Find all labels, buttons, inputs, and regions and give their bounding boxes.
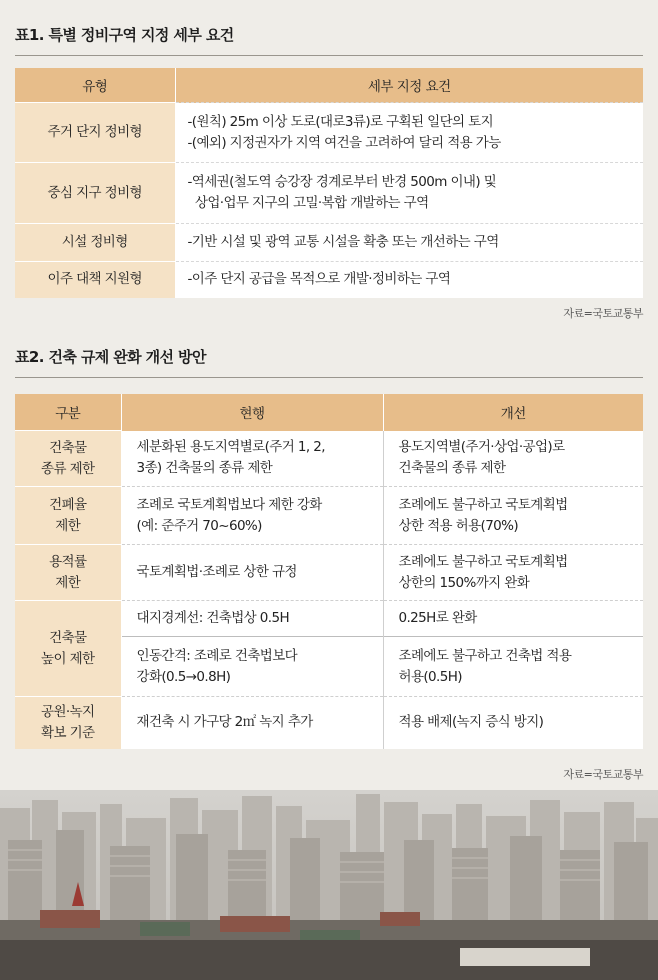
category-line: 높이 제한 — [41, 650, 95, 667]
table2-header-current: 현행 — [121, 394, 383, 431]
table2-header-category: 구분 — [15, 394, 121, 431]
table2-source: 자료=국토교통부 — [563, 768, 643, 781]
table1-header-requirement: 세부 지정 요건 — [175, 68, 643, 103]
table-row — [15, 103, 643, 163]
improved-cell — [383, 487, 643, 545]
current-cell — [121, 601, 383, 637]
table-row — [15, 262, 643, 298]
city-skyline-photo — [0, 790, 658, 980]
current-line: 조례로 국토계획법보다 제한 강화 — [136, 496, 322, 513]
improved-line: 적용 배제(녹지 증식 방지) — [398, 714, 544, 731]
improved-line: 건축물의 종류 제한 — [398, 460, 506, 477]
requirement-cell — [175, 163, 643, 224]
improved-cell — [383, 697, 643, 749]
category-line: 종류 제한 — [41, 460, 95, 477]
category-line: 공원·녹지 — [41, 703, 95, 720]
category-line: 건축물 — [49, 629, 87, 646]
improved-line: 조례에도 불구하고 건축법 적용 — [398, 647, 572, 664]
type-cell: 이주 대책 지원형 — [15, 262, 175, 298]
improved-cell — [383, 431, 643, 487]
table2-header-improved: 개선 — [383, 394, 643, 431]
category-line: 확보 기준 — [41, 724, 95, 741]
current-cell — [121, 545, 383, 601]
improved-line: 조례에도 불구하고 국토계획법 — [398, 496, 568, 513]
current-line: 세분화된 용도지역별로(주거 1, 2, — [136, 439, 325, 456]
improved-cell — [383, 601, 643, 637]
improved-cell — [383, 637, 643, 697]
type-cell: 중심 지구 정비형 — [15, 163, 175, 224]
current-line: (예: 준주거 70~60%) — [136, 517, 262, 534]
table1-source: 자료=국토교통부 — [563, 307, 643, 320]
table2-rule — [15, 377, 643, 378]
requirement-cell — [175, 262, 643, 298]
category-cell — [15, 601, 121, 697]
improved-line: 0.25H로 완화 — [398, 610, 477, 626]
category-cell — [15, 545, 121, 601]
category-cell — [15, 697, 121, 749]
current-cell — [121, 431, 383, 487]
requirement-cell — [175, 224, 643, 262]
category-cell — [15, 431, 121, 487]
table1-rule — [15, 55, 643, 56]
current-line: 대지경계선: 건축법상 0.5H — [136, 610, 290, 626]
category-line: 용적률 — [49, 553, 87, 570]
requirement-line: -(원칙) 25m 이상 도로(대로3류)로 구획된 일단의 토지 — [187, 113, 494, 130]
requirement-line: -기반 시설 및 광역 교통 시설을 확충 또는 개선하는 구역 — [187, 234, 499, 250]
requirement-line: -이주 단지 공급을 목적으로 개발·정비하는 구역 — [187, 271, 451, 288]
current-line: 인동간격: 조례로 건축법보다 — [136, 647, 298, 664]
improved-line: 허용(0.5H) — [398, 668, 462, 685]
table-row — [15, 697, 643, 749]
requirement-line: 상업·업무 지구의 고밀·복합 개발하는 구역 — [187, 195, 429, 211]
table-row — [15, 431, 643, 487]
current-line: 재건축 시 가구당 2㎡ 녹지 추가 — [136, 714, 313, 731]
category-line: 건축물 — [49, 439, 87, 456]
current-cell — [121, 487, 383, 545]
table2-title: 표2. 건축 규제 완화 개선 방안 — [15, 348, 206, 366]
type-cell: 주거 단지 정비형 — [15, 103, 175, 163]
current-cell — [121, 697, 383, 749]
current-line: 강화(0.5→0.8H) — [136, 668, 231, 685]
table-row — [15, 545, 643, 601]
requirement-line: -역세권(철도역 승강장 경계로부터 반경 500m 이내) 및 — [187, 174, 497, 190]
table1 — [15, 68, 643, 298]
table2-header-row — [15, 394, 643, 431]
table1-title: 표1. 특별 정비구역 지정 세부 요건 — [15, 26, 234, 44]
improved-line: 상한 적용 허용(70%) — [398, 517, 519, 534]
category-line: 제한 — [55, 517, 81, 534]
table-row — [15, 163, 643, 224]
table2 — [15, 394, 643, 749]
current-line: 3종) 건축물의 종류 제한 — [136, 460, 273, 477]
category-line: 제한 — [55, 574, 81, 591]
current-line: 국토계획법·조례로 상한 규정 — [136, 564, 297, 580]
category-cell — [15, 487, 121, 545]
table-row — [15, 224, 643, 262]
improved-line: 조례에도 불구하고 국토계획법 — [398, 553, 568, 570]
requirement-line: -(예외) 지정권자가 지역 여건을 고려하여 달리 적용 가능 — [187, 134, 501, 151]
requirement-cell — [175, 103, 643, 163]
table-row — [15, 487, 643, 545]
current-cell — [121, 637, 383, 697]
improved-cell — [383, 545, 643, 601]
type-cell: 시설 정비형 — [15, 224, 175, 262]
table-row — [15, 601, 643, 637]
category-line: 건폐율 — [49, 496, 87, 513]
table1-header-type: 유형 — [15, 68, 175, 103]
improved-line: 용도지역별(주거·상업·공업)로 — [398, 439, 565, 456]
improved-line: 상한의 150%까지 완화 — [398, 574, 530, 591]
table1-header-row — [15, 68, 643, 103]
